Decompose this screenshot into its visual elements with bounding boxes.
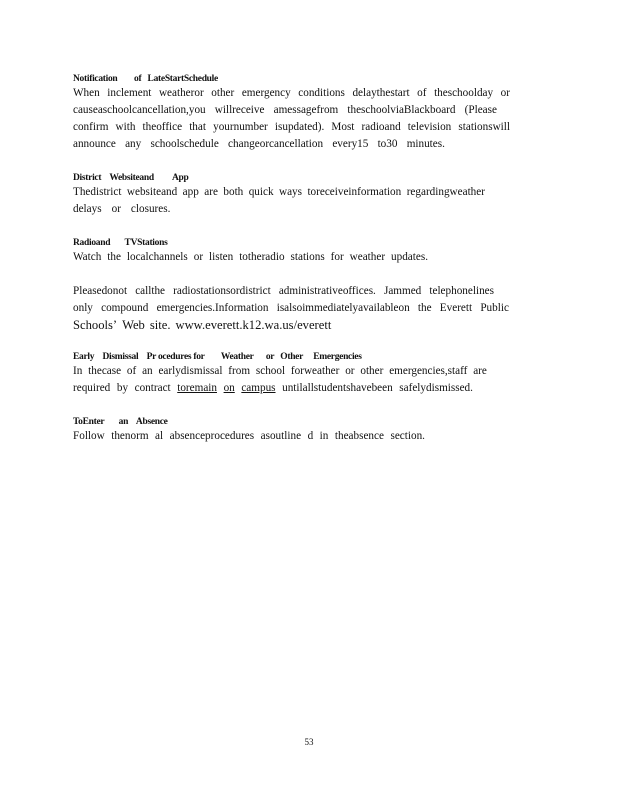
word: every15 [332,138,369,150]
word: any [125,138,142,150]
word: television [407,121,452,133]
word: schoolschedule [150,138,219,150]
word: earlydismissal [158,365,223,377]
word: quick [248,186,274,198]
word: isalsoimmediatelyavailableon [276,302,410,314]
word: asoutline [260,430,302,442]
text-line [73,283,494,300]
word: conditions [298,87,345,99]
word: Public [480,302,509,314]
word: toreceiveinformation [307,186,402,198]
word: telephonelines [429,285,494,297]
word: Schools’ [73,318,118,332]
word: of [417,87,427,99]
word: Everett [439,302,473,314]
word: contract [134,382,171,394]
text-line [73,300,509,317]
word: school [255,365,286,377]
section-please-do-not-call [73,283,513,334]
word: for [330,251,344,263]
word: or [111,203,121,215]
word: theoffice [142,121,183,133]
text-line [73,428,425,445]
section-district-website [73,172,513,218]
word: When [73,87,100,99]
word: causeaschoolcancellation,you [73,104,206,116]
section-heading: Early Dismissal Pr ocedures for Weather or Other Emergencies [73,352,362,362]
word: inclement [107,87,152,99]
word: d [307,430,314,442]
word: isupdated). [274,121,325,133]
word: absenceprocedures [169,430,255,442]
section-radio-tv [73,237,513,266]
word: other [211,87,235,99]
word: willreceive [214,104,265,116]
word: or [500,87,510,99]
text-line [73,249,428,266]
word: In [73,365,83,377]
word: both [223,186,244,198]
word: forweather [290,365,340,377]
word: closures. [130,203,171,215]
word: the [417,302,432,314]
word: Watch [73,251,102,263]
word: the [107,251,121,263]
word: Web [122,318,145,332]
word: delaythestart [352,87,410,99]
word: by [116,382,129,394]
word: delays [73,203,102,215]
word: safelydismissed. [399,382,473,394]
word: minutes. [406,138,445,150]
word: websiteand [126,186,178,198]
text-line [73,317,513,334]
word: emergencies.Information [156,302,269,314]
word: or [193,251,204,263]
underlined-word: toremain [177,382,217,394]
word: stationswill [458,121,510,133]
word: section. [390,430,425,442]
text-line [73,102,497,119]
word: announce [73,138,116,150]
word: other [360,365,384,377]
word: changeorcancellation [228,138,324,150]
word: administrativeoffices. [278,285,376,297]
underlined-word: on [223,382,235,394]
word: callthe [135,285,166,297]
word: (Please [464,104,497,116]
section-heading: ToEnter an Absence [73,417,168,427]
word: radioand [361,121,401,133]
word: Follow [73,430,105,442]
word: only [73,302,93,314]
word: of [126,365,137,377]
word: theabsence [334,430,384,442]
word: site. [149,318,171,332]
word: ways [279,186,302,198]
word: listen [209,251,234,263]
section-heading: Notification of LateStartSchedule [73,74,218,84]
word: in [319,430,329,442]
section-late-start [73,73,513,153]
word: are [204,186,218,198]
website-link[interactable]: www.everett.k12.wa.us/everett [175,318,332,332]
word: amessagefrom [273,104,339,116]
word: totheradio [239,251,285,263]
word: weather [349,251,386,263]
word: to30 [377,138,398,150]
word: localchannels [126,251,188,263]
text-line [73,136,445,153]
text-line [73,184,485,201]
word: emergency [241,87,291,99]
text-line [73,119,510,136]
underlined-word: campus [241,382,276,394]
section-heading: District Websiteand App [73,173,189,183]
word: theschoolviaBlackboard [347,104,456,116]
text-line [73,85,510,102]
word: with [115,121,136,133]
word: radiostationsordistrict [173,285,271,297]
word: or [345,365,355,377]
word: Thedistrict [73,186,122,198]
text-line [73,363,487,380]
word: emergencies,staff [389,365,468,377]
word: confirm [73,121,109,133]
page-number: 53 [304,737,314,747]
section-heading: Radioand TVStations [73,238,168,248]
word: Pleasedonot [73,285,128,297]
word: regardingweather [406,186,485,198]
word: compound [101,302,149,314]
word: from [228,365,251,377]
word: thenorm [111,430,149,442]
word: app [182,186,199,198]
word: Most [331,121,355,133]
word: untilallstudentshavebeen [282,382,393,394]
word: are [473,365,487,377]
word: Jammed [383,285,422,297]
word: al [155,430,164,442]
word: yournumber [213,121,268,133]
text-line [73,380,473,397]
word: theschoolday [434,87,494,99]
word: updates. [391,251,428,263]
section-early-dismissal [73,351,513,397]
word: stations [290,251,325,263]
word: required [73,382,111,394]
word: weatheror [158,87,204,99]
text-line [73,201,513,218]
word: thecase [88,365,122,377]
word: that [189,121,206,133]
section-to-enter-absence [73,416,513,445]
word: an [142,365,153,377]
